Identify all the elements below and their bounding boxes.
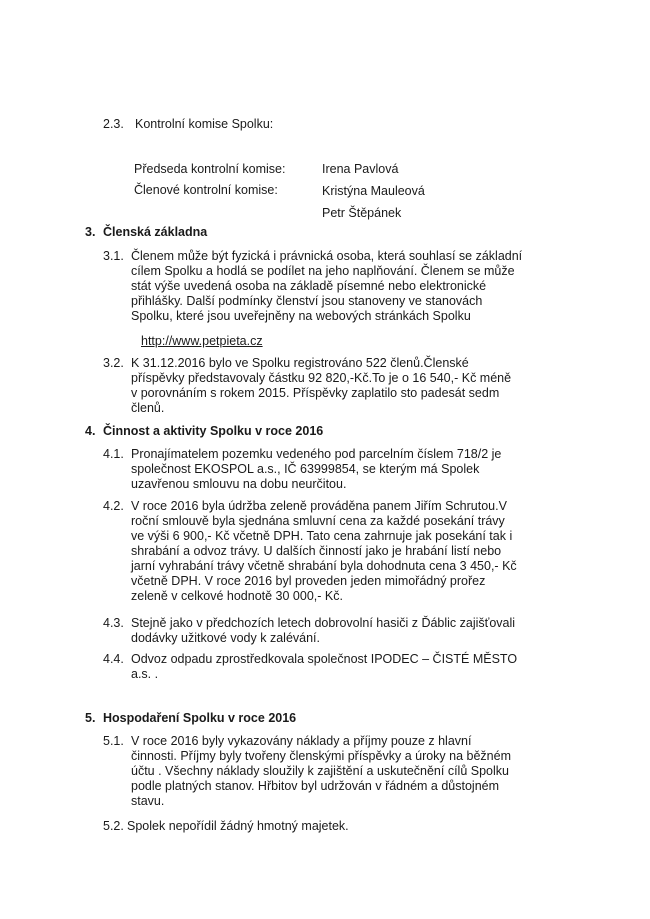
para-4-3-line: Stejně jako v předchozích letech dobrovolní hasiči z Ďáblic zajišťovali	[131, 616, 516, 630]
section-5-number: 5.	[85, 711, 96, 725]
para-5-2-text: Spolek nepořídil žádný hmotný majetek.	[127, 819, 349, 833]
para-3-2-line: v porovnáním s rokem 2015. Příspěvky zaplatilo sto padesát sedm	[131, 386, 500, 400]
para-4-4-line: a.s. .	[131, 667, 159, 681]
para-4-2-number: 4.2.	[103, 499, 124, 513]
section-2-3-number: 2.3.	[103, 117, 124, 131]
members-label: Členové kontrolní komise:	[134, 183, 278, 197]
para-4-1-line: uzavřenou smlouvu na dobu neurčitou.	[131, 477, 347, 491]
para-5-1-text	[131, 734, 511, 809]
para-4-2-line: roční smlouvě byla sjednána smluvní cena za každé posekání trávy	[131, 514, 505, 528]
section-2-3-title: Kontrolní komise Spolku:	[135, 117, 274, 131]
chair-label: Předseda kontrolní komise:	[134, 162, 286, 176]
para-4-2-line: včetně DPH. V roce 2016 byl proveden jeden mimořádný prořez	[131, 574, 486, 588]
para-4-2-line: V roce 2016 byla údržba zeleně prováděna panem Jiřím Schrutou.V	[131, 499, 507, 513]
para-5-1-line: činnosti. Příjmy byly tvořeny členskými příspěvky a úroky na běžném	[131, 749, 511, 763]
para-4-2-line: jarní vyhrabání trávy včetně shrabání byla dohodnuta cena 3 450,- Kč	[131, 559, 517, 573]
para-3-2-text	[131, 356, 511, 416]
section-3-number: 3.	[85, 225, 96, 239]
para-4-4-number: 4.4.	[103, 652, 124, 666]
para-4-2-text	[131, 499, 517, 604]
member-2: Petr Štěpánek	[322, 206, 402, 220]
section-5-title: Hospodaření Spolku v roce 2016	[103, 711, 297, 725]
para-3-2-number: 3.2.	[103, 356, 124, 370]
website-link[interactable]: http://www.petpieta.cz	[141, 334, 263, 348]
para-4-1-text	[131, 447, 501, 492]
para-5-1-line: stavu.	[131, 794, 165, 808]
para-3-1-text	[131, 249, 522, 324]
para-4-2-line: zeleně v celkové hodnotě 30 000,- Kč.	[131, 589, 343, 603]
para-3-1-line: cílem Spolku a hodlá se podílet na jeho naplňování. Členem se může	[131, 264, 515, 278]
para-3-1-line: Spolku, které jsou uveřejněny na webových stránkách Spolku	[131, 309, 471, 323]
para-4-3-number: 4.3.	[103, 616, 124, 630]
para-3-2-line: K 31.12.2016 bylo ve Spolku registrováno 522 členů.Členské	[131, 356, 469, 370]
section-4-number: 4.	[85, 424, 96, 438]
para-4-1-line: společnost EKOSPOL a.s., IČ 63999854, se kterým má Spolek	[131, 462, 480, 476]
para-5-2-number: 5.2.	[103, 819, 124, 833]
para-4-2-line: ve výši 6 900,- Kč včetně DPH. Tato cena zahrnuje jak posekání tak i	[131, 529, 513, 543]
para-3-1-number: 3.1.	[103, 249, 124, 263]
member-1: Kristýna Mauleová	[322, 184, 425, 198]
para-5-1-line: V roce 2016 byly vykazovány náklady a příjmy pouze z hlavní	[131, 734, 472, 748]
para-4-3-line: dodávky užitkové vody k zalévání.	[131, 631, 320, 645]
para-3-1-line: přihlášky. Další podmínky členství jsou stanoveny ve stanovách	[131, 294, 483, 308]
para-4-3-text	[131, 616, 515, 646]
para-5-1-line: účtu . Všechny náklady sloužily k zajištění a uskutečnění cílů Spolku	[131, 764, 509, 778]
para-4-4-text	[131, 652, 517, 682]
section-3-title: Členská základna	[103, 225, 208, 239]
para-5-1-number: 5.1.	[103, 734, 124, 748]
para-3-1-line: Členem může být fyzická i právnická osoba, která souhlasí se základní	[131, 249, 523, 263]
para-3-2-line: členů.	[131, 401, 165, 415]
para-4-2-line: shrabání a odvoz trávy. U dalších činností jako je hrabání listí nebo	[131, 544, 502, 558]
para-4-4-line: Odvoz odpadu zprostředkovala společnost IPODEC – ČISTÉ MĚSTO	[131, 652, 518, 666]
chair-name: Irena Pavlová	[322, 162, 399, 176]
para-5-1-line: podle platných stanov. Hřbitov byl udržován v řádném a důstojném	[131, 779, 500, 793]
para-3-2-line: příspěvky představovaly částku 92 820,-Kč.To je o 16 540,- Kč méně	[131, 371, 512, 385]
para-4-1-number: 4.1.	[103, 447, 124, 461]
para-3-1-line: stát výše uvedená osoba na základě písemné nebo elektronické	[131, 279, 487, 293]
section-4-title: Činnost a aktivity Spolku v roce 2016	[103, 424, 324, 438]
para-4-1-line: Pronajímatelem pozemku vedeného pod parcelním číslem 718/2 je	[131, 447, 502, 461]
